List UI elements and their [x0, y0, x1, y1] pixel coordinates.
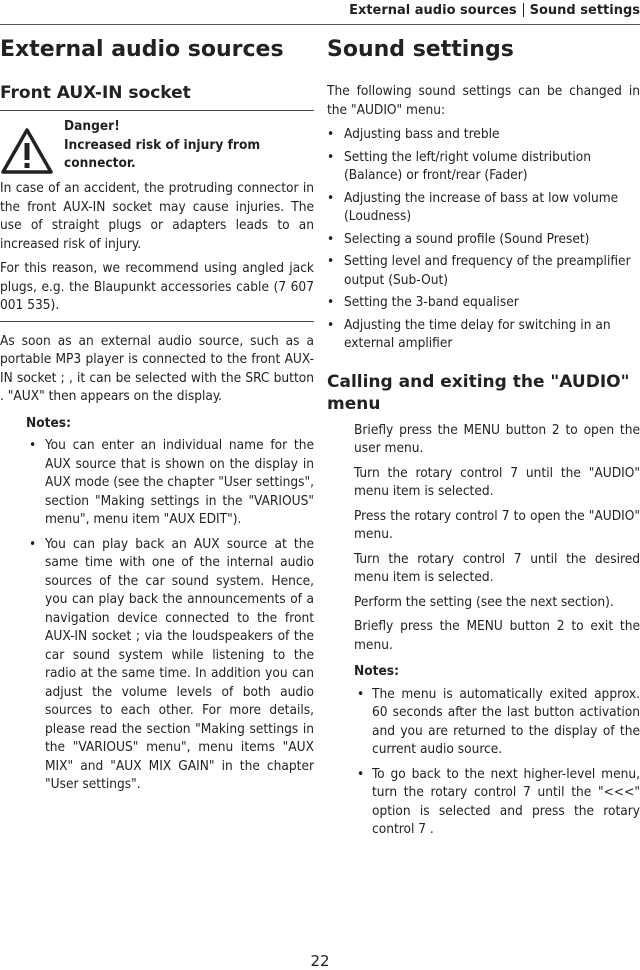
warning-triangle-icon	[0, 127, 54, 175]
danger-text-block	[64, 117, 314, 173]
right-column	[327, 36, 640, 845]
step-item: Turn the rotary control 7 until the desired menu item is selected.	[354, 550, 640, 585]
danger-paragraph-2: For this reason, we recommend using angled jack plugs, e.g. the Blaupunkt accessories cable (7 607 001 535).	[0, 260, 314, 313]
notes-title-right: Notes:	[354, 663, 399, 679]
page-number: 22	[310, 952, 330, 970]
notes-list-right	[327, 685, 640, 839]
sound-settings-list	[327, 125, 640, 353]
notes-title-left: Notes:	[26, 414, 71, 431]
step-item: Turn the rotary control 7 until the "AUDIO" menu item is selected.	[354, 464, 640, 499]
danger-paragraph-1: In case of an accident, the protruding connector in the front AUX-IN socket may cause injuries. The use of straight plugs or adapters leads to an increased risk of injury.	[0, 180, 314, 252]
danger-bottom-rule	[0, 321, 314, 322]
list-item: • Setting the left/right volume distribution (Balance) or front/rear (Fader)	[327, 148, 640, 185]
left-column	[0, 36, 314, 800]
notes-list-left	[0, 436, 314, 794]
sound-intro-paragraph: The following sound settings can be changed in the "AUDIO" menu:	[327, 83, 640, 118]
danger-top-rule	[0, 110, 314, 111]
list-item: • Adjusting the time delay for switching in an external amplifier	[327, 316, 640, 353]
header-rule	[0, 24, 640, 25]
header-separator	[523, 3, 524, 17]
note-item: • You can enter an individual name for the AUX source that is shown on the display in AUX mode (see the chapter "User settings", section "Making settings in the "VARIOUS" menu", menu item "AUX EDIT").	[0, 436, 314, 529]
note-item: • You can play back an AUX source at the same time with one of the internal audio sources of the car sound system. Hence, you can play back the announcements of a navigation device connected to the front AUX-IN socket ; via the loudspeakers of the car sound system while listening to the radio at the same time. In addition you can adjust the volume levels of both audio sources to each other. For more details, please read the section "Making settings in the "VARIOUS" menu", menu items "AUX MIX" and "AUX MIX GAIN" in the chapter "User settings".	[0, 535, 314, 794]
section-heading-aux: Front AUX-IN socket	[0, 83, 191, 103]
section-title-sound: Sound settings	[327, 37, 514, 62]
danger-box	[0, 117, 314, 175]
section-heading-audio-menu: Calling and exiting the "AUDIO" menu	[327, 371, 630, 414]
header-section-right: Sound settings	[529, 2, 640, 18]
list-item: • Adjusting the increase of bass at low volume (Loudness)	[327, 189, 640, 226]
list-item: • Setting the 3-band equaliser	[327, 293, 640, 312]
danger-label: Danger!	[64, 118, 120, 134]
danger-text: Increased risk of injury from connector.	[64, 136, 261, 171]
header-section-left: External audio sources	[349, 2, 517, 18]
step-item: Briefly press the MENU button 2 to open the user menu.	[354, 421, 640, 456]
running-header	[349, 0, 640, 20]
aux-intro-paragraph: As soon as an external audio source, such as a portable MP3 player is connected to the front AUX-IN socket ; , it can be selected with the SRC button . "AUX" then appears on the display.	[0, 332, 314, 404]
step-item: Perform the setting (see the next section).	[354, 593, 614, 610]
note-item: • The menu is automatically exited approx. 60 seconds after the last button activation and you are returned to the display of the current audio source.	[327, 685, 640, 759]
audio-menu-steps	[327, 421, 640, 839]
step-item: Press the rotary control 7 to open the "AUDIO" menu.	[354, 507, 640, 542]
list-item: • Setting level and frequency of the preamplifier output (Sub-Out)	[327, 252, 640, 289]
note-item: • To go back to the next higher-level menu, turn the rotary control 7 until the "<<<" option is selected and press the rotary control 7 .	[327, 765, 640, 839]
step-item: Briefly press the MENU button 2 to exit the menu.	[354, 618, 640, 653]
page-title: External audio sources	[0, 37, 284, 62]
list-item: • Selecting a sound profile (Sound Preset)	[327, 230, 640, 249]
list-item: • Adjusting bass and treble	[327, 125, 640, 144]
